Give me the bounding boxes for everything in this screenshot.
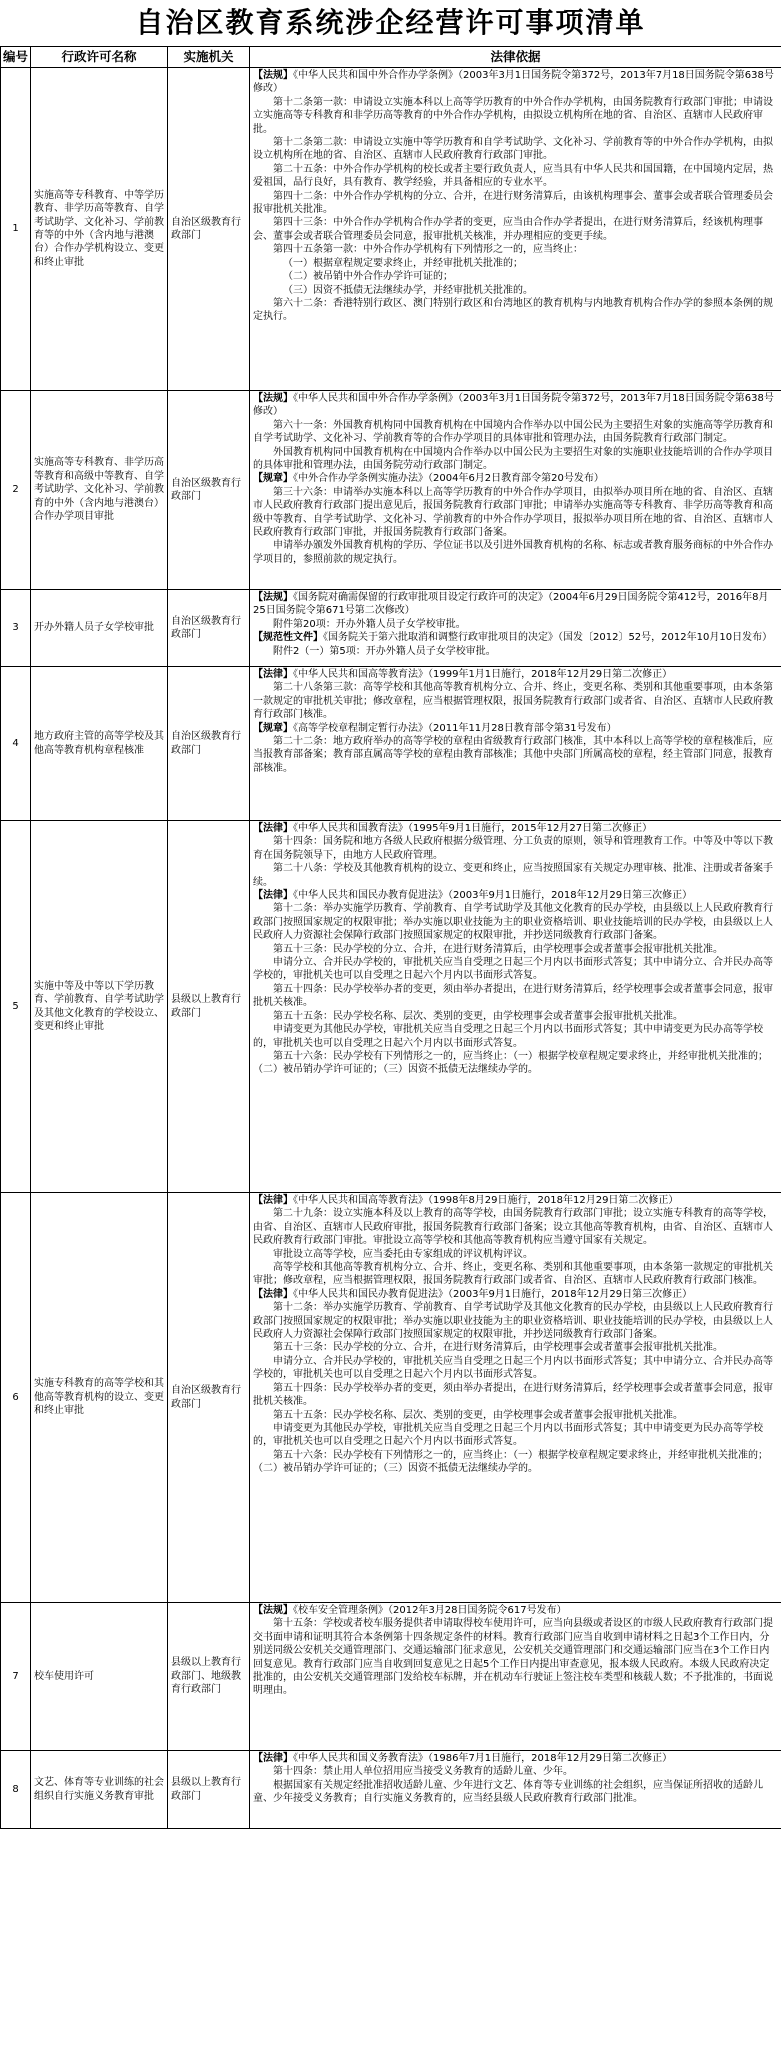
- legal-basis-line: [253, 419, 778, 446]
- legal-basis-line: [253, 69, 778, 96]
- legal-basis-text: 《中华人民共和国高等教育法》（1999年1月1日施行，2018年12月29日第二次修正）: [293, 669, 673, 680]
- header-basis: 法律依据: [250, 47, 781, 68]
- legal-basis-line: [253, 835, 778, 862]
- legal-basis-line: [253, 136, 778, 163]
- legal-basis-text: 第五十五条：民办学校名称、层次、类别的变更，由学校理事会或者董事会报审批机关批准。: [273, 1409, 683, 1421]
- legal-basis-text: 第五十四条：民办学校举办者的变更，须由举办者提出，在进行财务清算后，经学校理事会或者董事会同意，报审批机关核准。: [253, 1382, 773, 1408]
- legal-basis-text: 第十二条第一款：申请设立实施本科以上高等学历教育的中外合作办学机构，由国务院教育行政部门审批；申请设立实施高等专科教育和非学历高等教育的中外合作办学机构，由拟设立机构所在地的省、自治区、直辖市人民政府审批。: [253, 96, 773, 135]
- legal-basis-line: [253, 539, 778, 566]
- legal-basis-line: [253, 889, 778, 902]
- legal-basis-text: 附件第20项：开办外籍人员子女学校审批。: [273, 618, 466, 630]
- legal-basis-line: [253, 1288, 778, 1301]
- source-type-tag: 【法律】: [253, 1753, 293, 1764]
- permit-name: 实施专科教育的高等学校和其他高等教育机构的设立、变更和终止审批: [31, 1193, 168, 1603]
- legal-basis-text: 第三十六条：申请举办实施本科以上高等学历教育的中外合作办学项目，由拟举办项目所在地的省、自治区、直辖市人民政府教育行政部门提出意见后，报国务院教育行政部门审批；申请举办实施高等专科教育、非学历高等教育和高级中等教育、自学考试助学、文化补习、学前教育的中外合作办学项目，报拟举办项目所在地的省、自治区、直辖市人民政府教育行政部门审批，并报国务院教育行政部门备案。: [253, 486, 773, 539]
- source-type-tag: 【法律】: [253, 1288, 293, 1300]
- table-header-row: [1, 47, 781, 68]
- legal-basis-text: 《中华人民共和国教育法》（1995年9月1日施行，2015年12月27日第二次修正）: [293, 823, 653, 834]
- table-row: [1, 821, 781, 1193]
- legal-basis-text: 第五十六条：民办学校有下列情形之一的，应当终止：（一）根据学校章程规定要求终止，并经审批机关批准的；（二）被吊销办学许可证的；（三）因资不抵债无法继续办学的。: [253, 1449, 768, 1475]
- legal-basis-line: [253, 1341, 778, 1354]
- legal-basis-line: [253, 270, 778, 283]
- row-number: 3: [1, 590, 31, 667]
- legal-basis: [250, 68, 781, 391]
- implementing-authority: 自治区级教育行政部门: [168, 590, 250, 667]
- legal-basis-line: [253, 1023, 778, 1050]
- implementing-authority: 县级以上教育行政部门: [168, 821, 250, 1193]
- legal-basis-text: 《中华人民共和国中外合作办学条例》（2003年3月1日国务院令第372号，2013年7月18日国务院令第638号修改）: [253, 70, 774, 95]
- source-type-tag: 【法规】: [253, 1605, 293, 1616]
- legal-basis-text: 《中华人民共和国中外合作办学条例》（2003年3月1日国务院令第372号，2013年7月18日国务院令第638号修改）: [253, 393, 774, 418]
- legal-basis-line: [253, 392, 778, 419]
- legal-basis-text: 《中华人民共和国民办教育促进法》（2003年9月1日施行，2018年12月29日第三次修正）: [293, 890, 693, 902]
- table-row: [1, 68, 781, 391]
- legal-basis-text: （二）被吊销中外合作办学许可证的；: [283, 271, 453, 283]
- row-number: 6: [1, 1193, 31, 1603]
- implementing-authority: 县级以上教育行政部门、地级教育行政部门: [168, 1603, 250, 1751]
- permit-table: [0, 46, 781, 1829]
- legal-basis-line: [253, 1422, 778, 1449]
- legal-basis-text: 申请变更为其他民办学校，审批机关应当自受理之日起三个月内以书面形式答复；其中申请变更为民办高等学校的，审批机关也可以自受理之日起六个月内以书面形式答复。: [253, 1422, 763, 1448]
- permit-name: 文艺、体育等专业训练的社会组织自行实施义务教育审批: [31, 1751, 168, 1829]
- legal-basis-line: [253, 1765, 778, 1778]
- legal-basis-line: [253, 618, 778, 631]
- legal-basis-text: 《校车安全管理条例》（2012年3月28日国务院令617号发布）: [293, 1605, 567, 1616]
- legal-basis-text: 第四十五条第一款：中外合作办学机构有下列情形之一的，应当终止：: [273, 244, 583, 256]
- legal-basis-line: [253, 163, 778, 190]
- legal-basis-text: 第二十九条：设立实施本科及以上教育的高等学校，由国务院教育行政部门审批；设立实施专科教育的高等学校，由省、自治区、直辖市人民政府审批，报国务院教育行政部门备案；设立其他高等教育机构，由省、自治区、直辖市人民政府教育行政部门审批。审批设立高等学校和其他高等教育机构应当遵守国家有关规定。: [253, 1208, 773, 1247]
- legal-basis-text: 第二十五条：中外合作办学机构的校长或者主要行政负责人，应当具有中华人民共和国国籍，在中国境内定居，热爱祖国，品行良好，具有教育、教学经验，并具备相应的专业水平。: [253, 163, 773, 189]
- legal-basis-text: 《高等学校章程制定暂行办法》（2011年11月28日教育部令第31号发布）: [293, 722, 617, 734]
- header-num: 编号: [1, 47, 31, 68]
- legal-basis-line: [253, 645, 778, 658]
- table-row: [1, 1193, 781, 1603]
- legal-basis-line: [253, 190, 778, 217]
- legal-basis-line: [253, 1355, 778, 1382]
- legal-basis: [250, 590, 781, 667]
- permit-name: 开办外籍人员子女学校审批: [31, 590, 168, 667]
- legal-basis-line: [253, 1779, 778, 1806]
- source-type-tag: 【法律】: [253, 890, 293, 902]
- legal-basis-line: [253, 956, 778, 983]
- implementing-authority: 自治区级教育行政部门: [168, 68, 250, 391]
- legal-basis: [250, 1603, 781, 1751]
- legal-basis-line: [253, 1604, 778, 1617]
- legal-basis-line: [253, 1050, 778, 1077]
- legal-basis-text: 第五十六条：民办学校有下列情形之一的，应当终止：（一）根据学校章程规定要求终止，并经审批机关批准的；（二）被吊销办学许可证的；（三）因资不抵债无法继续办学的。: [253, 1050, 768, 1076]
- permit-name: 实施中等及中等以下学历教育、学前教育、自学考试助学及其他文化教育的学校设立、变更和终止审批: [31, 821, 168, 1193]
- legal-basis-line: [253, 1752, 778, 1765]
- row-number: 7: [1, 1603, 31, 1751]
- legal-basis-text: 附件2（一）第5项：开办外籍人员子女学校审批。: [273, 645, 496, 657]
- legal-basis-line: [253, 486, 778, 540]
- permit-name: 实施高等专科教育、中等学历教育、非学历高等教育、自学考试助学、文化补习、学前教育等的中外（含内地与港澳台）合作办学机构设立、变更和终止审批: [31, 68, 168, 391]
- legal-basis-text: 第十四条：国务院和地方各级人民政府根据分级管理、分工负责的原则，领导和管理教育工作。中等及中等以下教育在国务院领导下，由地方人民政府管理。: [253, 836, 773, 861]
- table-row: [1, 391, 781, 590]
- legal-basis-text: 《中华人民共和国义务教育法》（1986年7月1日施行，2018年12月29日第二次修正）: [293, 1753, 673, 1764]
- row-number: 8: [1, 1751, 31, 1829]
- legal-basis-text: 根据国家有关规定经批准招收适龄儿童、少年进行文艺、体育等专业训练的社会组织，应当保证所招收的适龄儿童、少年接受义务教育；自行实施义务教育的，应当经县级人民政府教育行政部门批准。: [253, 1779, 763, 1805]
- table-row: [1, 1603, 781, 1751]
- legal-basis-line: [253, 257, 778, 270]
- source-type-tag: 【规范性文件】: [253, 632, 323, 644]
- row-number: 2: [1, 391, 31, 590]
- permit-name: 实施高等专科教育、非学历高等教育和高级中等教育、自学考试助学、文化补习、学前教育的中外（含内地与港澳台）合作办学项目审批: [31, 391, 168, 590]
- page-title: 自治区教育系统涉企经营许可事项清单: [135, 6, 646, 39]
- legal-basis-line: [253, 1010, 778, 1023]
- row-number: 5: [1, 821, 31, 1193]
- legal-basis-text: 申请举办颁发外国教育机构的学历、学位证书以及引进外国教育机构的名称、标志或者教育服务商标的中外合作办学项目的，参照前款的规定执行。: [253, 540, 773, 565]
- legal-basis-line: [253, 681, 778, 721]
- legal-basis-line: [253, 591, 778, 618]
- source-type-tag: 【规章】: [253, 722, 293, 734]
- legal-basis-text: 第十四条：禁止用人单位招用应当接受义务教育的适龄儿童、少年。: [273, 1766, 573, 1778]
- legal-basis-text: 第四十二条：中外合作办学机构的分立、合并，在进行财务清算后，由该机构理事会、董事会或者联合管理委员会报审批机关批准。: [253, 190, 773, 216]
- source-type-tag: 【规章】: [253, 473, 293, 485]
- legal-basis-line: [253, 1382, 778, 1409]
- legal-basis-line: [253, 902, 778, 942]
- legal-basis-text: 《中华人民共和国民办教育促进法》（2003年9月1日施行，2018年12月29日第三次修正）: [293, 1288, 693, 1300]
- source-type-tag: 【法律】: [253, 1195, 293, 1206]
- legal-basis-text: 《中外合作办学条例实施办法》（2004年6月2日教育部令第20号发布）: [293, 473, 604, 485]
- legal-basis: [250, 1193, 781, 1603]
- legal-basis-line: [253, 862, 778, 889]
- header-name: 行政许可名称: [31, 47, 168, 68]
- source-type-tag: 【法规】: [253, 393, 293, 404]
- legal-basis-text: 第六十一条：外国教育机构同中国教育机构在中国境内合作举办以中国公民为主要招生对象的实施高等学历教育和自学考试助学、文化补习、学前教育等的合作办学项目的具体审批和管理办法，由国务院教育行政部门制定。: [253, 419, 773, 445]
- legal-basis-line: [253, 735, 778, 775]
- legal-basis-text: 申请分立、合并民办学校的，审批机关应当自受理之日起三个月内以书面形式答复；其中申请分立、合并民办高等学校的，审批机关也可以自受理之日起六个月内以书面形式答复。: [253, 1355, 773, 1381]
- legal-basis-text: 第五十五条：民办学校名称、层次、类别的变更，由学校理事会或者董事会报审批机关批准。: [273, 1010, 683, 1022]
- source-type-tag: 【法律】: [253, 823, 293, 834]
- legal-basis-line: [253, 297, 778, 324]
- legal-basis-line: [253, 631, 778, 644]
- table-row: [1, 1751, 781, 1829]
- legal-basis-text: 审批设立高等学校，应当委托由专家组成的评议机构评议。: [273, 1248, 533, 1260]
- legal-basis-text: 《中华人民共和国高等教育法》（1998年8月29日施行，2018年12月29日第二次修正）: [293, 1195, 679, 1206]
- legal-basis-text: （三）因资不抵债无法继续办学，并经审批机关批准的。: [283, 284, 533, 296]
- legal-basis: [250, 391, 781, 590]
- implementing-authority: 自治区级教育行政部门: [168, 391, 250, 590]
- source-type-tag: 【法规】: [253, 592, 293, 603]
- row-number: 1: [1, 68, 31, 391]
- legal-basis-text: 第五十三条：民办学校的分立、合并，在进行财务清算后，由学校理事会或者董事会报审批机关批准。: [273, 943, 723, 955]
- implementing-authority: 自治区级教育行政部门: [168, 667, 250, 821]
- header-org: 实施机关: [168, 47, 250, 68]
- legal-basis-line: [253, 983, 778, 1010]
- table-row: [1, 667, 781, 821]
- legal-basis-line: [253, 96, 778, 136]
- legal-basis-line: [253, 822, 778, 835]
- implementing-authority: 县级以上教育行政部门: [168, 1751, 250, 1829]
- permit-name: 地方政府主管的高等学校及其他高等教育机构章程核准: [31, 667, 168, 821]
- legal-basis-text: 第十五条：学校或者校车服务提供者申请取得校车使用许可，应当向县级或者设区的市级人民政府教育行政部门提交书面申请和证明其符合本条例第十四条规定条件的材料。教育行政部门应当自收到申请材料之日起3个工作日内，分别送同级公安机关交通管理部门、交通运输部门征求意见，公安机关交通管理部门和交通运输部门应当在3个工作日内回复意见。教育行政部门应当自收到回复意见之日起5个工作日内提出审查意见，报本级人民政府。本级人民政府决定批准的，由公安机关交通管理部门发给校车标牌，并在机动车行驶证上签注校车类型和核载人数；不予批准的，书面说明理由。: [253, 1618, 773, 1697]
- legal-basis-line: [253, 668, 778, 681]
- legal-basis-line: [253, 1207, 778, 1247]
- legal-basis-text: 高等学校和其他高等教育机构分立、合并、终止，变更名称、类别和其他重要事项，由本条第一款规定的审批机关审批；修改章程，应当根据管理权限，报国务院教育行政部门或者省、自治区、直辖市人民政府教育行政部门核准。: [253, 1262, 773, 1287]
- legal-basis: [250, 1751, 781, 1829]
- legal-basis-line: [253, 1301, 778, 1341]
- legal-basis: [250, 667, 781, 821]
- legal-basis-line: [253, 446, 778, 473]
- legal-basis-line: [253, 243, 778, 256]
- legal-basis-line: [253, 1449, 778, 1476]
- legal-basis-text: 第十二条：举办实施学历教育、学前教育、自学考试助学及其他文化教育的民办学校，由县级以上人民政府教育行政部门按照国家规定的权限审批；举办实施以职业技能为主的职业资格培训、职业技能培训的民办学校，由县级以上人民政府人力资源社会保障行政部门按照国家规定的权限审批，并抄送同级教育行政部门备案。: [253, 903, 773, 942]
- legal-basis-line: [253, 284, 778, 297]
- legal-basis-text: 《国务院关于第六批取消和调整行政审批项目的决定》（国发〔2012〕52号，2012年10月10日发布）: [323, 632, 773, 644]
- legal-basis-text: 第六十二条：香港特别行政区、澳门特别行政区和台湾地区的教育机构与内地教育机构合作办学的参照本条例的规定执行。: [253, 297, 773, 323]
- legal-basis-text: 《国务院对确需保留的行政审批项目设定行政许可的决定》（2004年6月29日国务院令第412号，2016年8月25日国务院令第671号第二次修改）: [253, 592, 769, 617]
- legal-basis-text: （一）根据章程规定要求终止，并经审批机关批准的；: [283, 257, 523, 269]
- source-type-tag: 【法律】: [253, 669, 293, 680]
- legal-basis-text: 第十二条第二款：申请设立实施中等学历教育和自学考试助学、文化补习、学前教育等的中外合作办学机构，由拟设立机构所在地的省、自治区、直辖市人民政府教育行政部门审批。: [253, 137, 773, 162]
- table-body: [1, 68, 781, 1829]
- legal-basis-text: 申请变更为其他民办学校，审批机关应当自受理之日起三个月内以书面形式答复；其中申请变更为民办高等学校的，审批机关也可以自受理之日起六个月内以书面形式答复。: [253, 1024, 763, 1049]
- legal-basis-text: 第二十二条：地方政府举办的高等学校的章程由省级教育行政部门核准，其中本科以上高等学校的章程核准后，应当报教育部备案；教育部直属高等学校的章程由教育部核准；其他中央部门所属高校的章程，经主管部门同意，报教育部核准。: [253, 736, 773, 774]
- legal-basis: [250, 821, 781, 1193]
- legal-basis-line: [253, 1261, 778, 1288]
- legal-basis-line: [253, 1194, 778, 1207]
- legal-basis-line: [253, 1248, 778, 1261]
- legal-basis-text: 申请分立、合并民办学校的，审批机关应当自受理之日起三个月内以书面形式答复；其中申请分立、合并民办高等学校的，审批机关也可以自受理之日起六个月内以书面形式答复。: [253, 957, 773, 982]
- legal-basis-text: 第二十八条第三款：高等学校和其他高等教育机构分立、合并、终止，变更名称、类别和其他重要事项，由本条第一款规定的审批机关审批；修改章程，应当根据管理权限，报国务院教育行政部门或者省、自治区、直辖市人民政府教育行政部门核准。: [253, 682, 773, 721]
- legal-basis-line: [253, 1409, 778, 1422]
- legal-basis-line: [253, 472, 778, 485]
- table-row: [1, 590, 781, 667]
- legal-basis-text: 第十二条：举办实施学历教育、学前教育、自学考试助学及其他文化教育的民办学校，由县级以上人民政府教育行政部门按照国家规定的权限审批；举办实施以职业技能为主的职业资格培训、职业技能培训的民办学校，由县级以上人民政府人力资源社会保障行政部门按照国家规定的权限审批，并抄送同级教育行政部门备案。: [253, 1302, 773, 1341]
- legal-basis-text: 第五十四条：民办学校举办者的变更，须由举办者提出，在进行财务清算后，经学校理事会或者董事会同意，报审批机关核准。: [253, 983, 773, 1009]
- source-type-tag: 【法规】: [253, 70, 293, 81]
- permit-name: 校车使用许可: [31, 1603, 168, 1751]
- legal-basis-text: 第五十三条：民办学校的分立、合并，在进行财务清算后，由学校理事会或者董事会报审批机关批准。: [273, 1342, 723, 1354]
- row-number: 4: [1, 667, 31, 821]
- legal-basis-text: 外国教育机构同中国教育机构在中国境内合作举办以中国公民为主要招生对象的实施职业技能培训的合作办学项目的具体审批和管理办法，由国务院劳动行政部门制定。: [253, 446, 773, 472]
- legal-basis-text: 第四十三条：中外合作办学机构合作办学者的变更，应当由合作办学者提出，在进行财务清算后，经该机构理事会、董事会或者联合管理委员会同意，报审批机关核准，并办理相应的变更手续。: [253, 217, 763, 242]
- legal-basis-line: [253, 943, 778, 956]
- legal-basis-text: 第二十八条：学校及其他教育机构的设立、变更和终止，应当按照国家有关规定办理审核、批准、注册或者备案手续。: [253, 863, 773, 888]
- implementing-authority: 自治区级教育行政部门: [168, 1193, 250, 1603]
- legal-basis-line: [253, 216, 778, 243]
- legal-basis-line: [253, 1617, 778, 1697]
- legal-basis-line: [253, 722, 778, 735]
